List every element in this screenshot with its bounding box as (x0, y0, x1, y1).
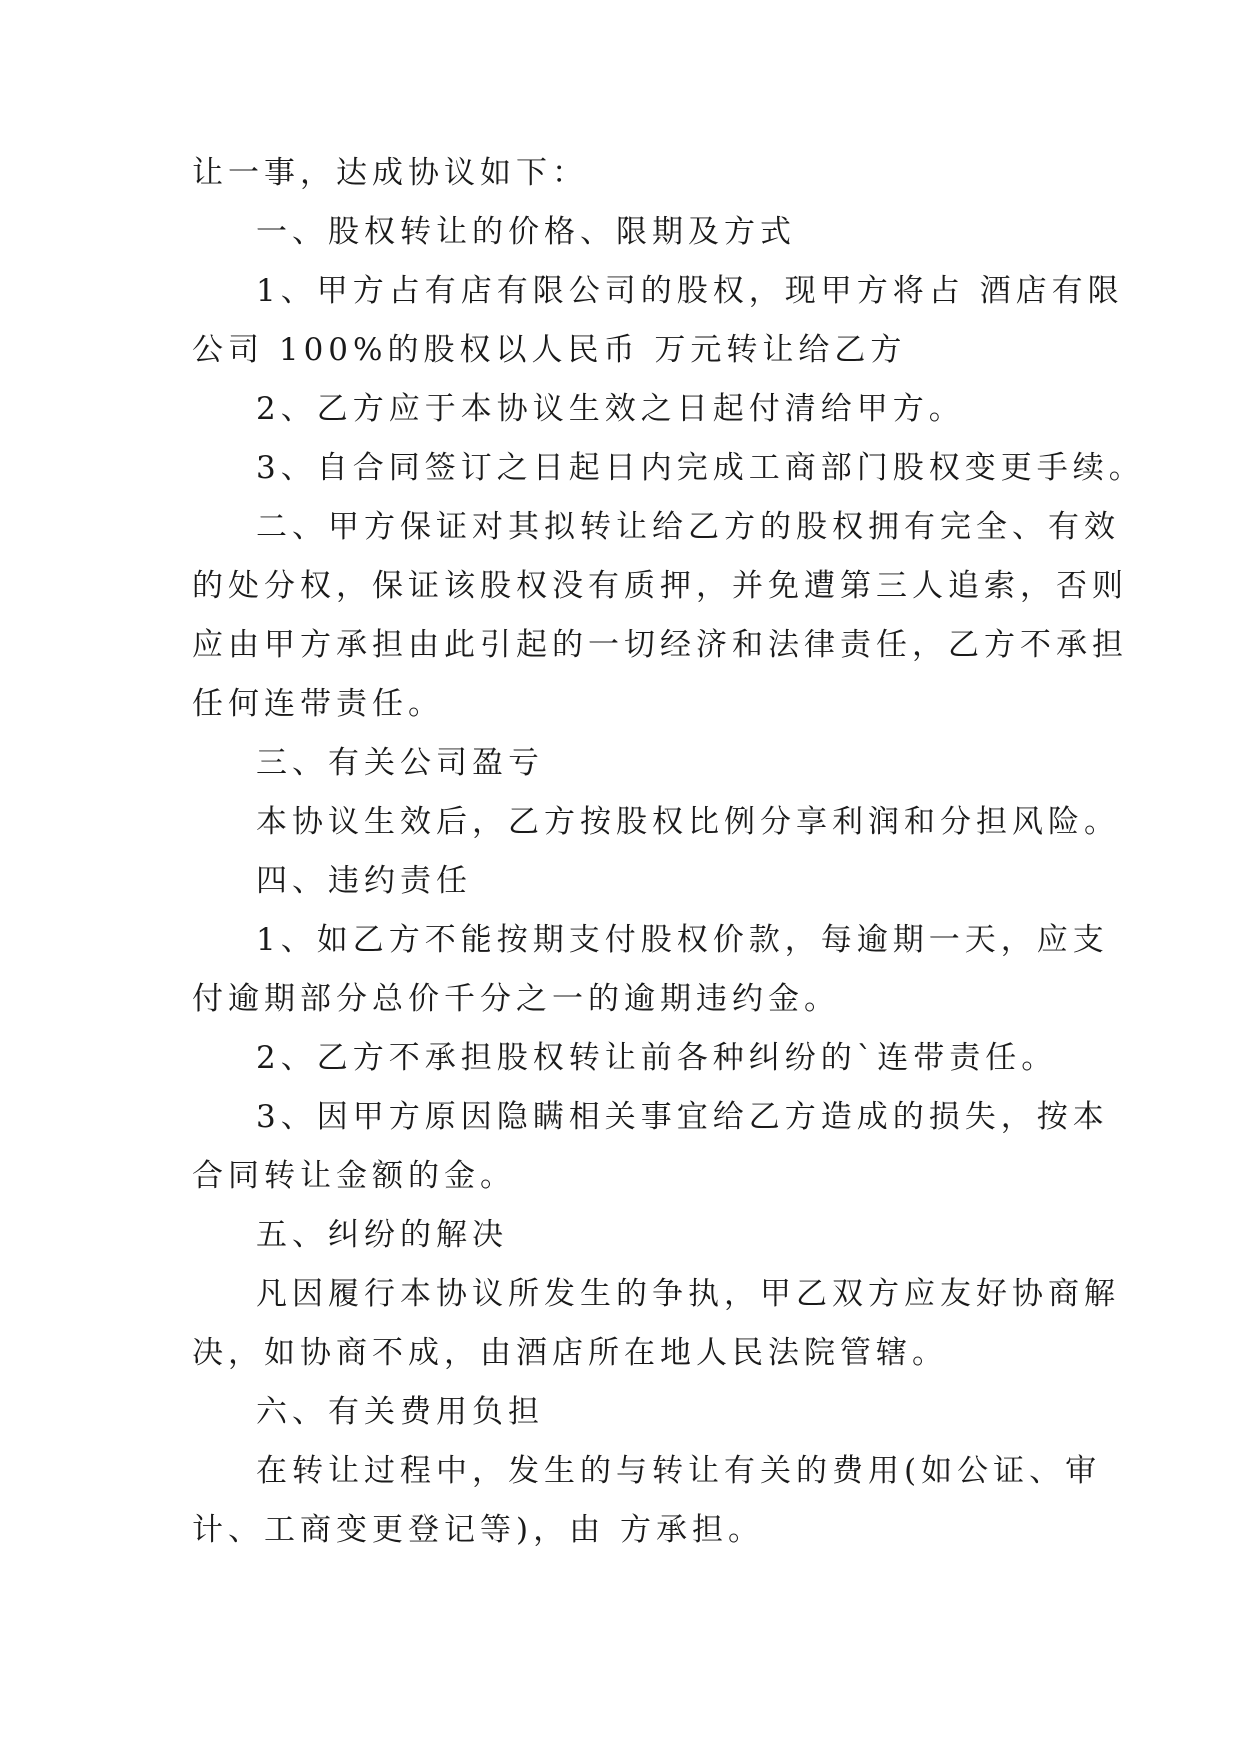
section-heading: 一、股权转让的价格、限期及方式 (256, 214, 796, 250)
text-line: 2、乙方应于本协议生效之日起付清给甲方。 (256, 391, 965, 427)
text-line: 合同转让金额的金。 (192, 1158, 516, 1194)
text-line: 1、甲方占有店有限公司的股权，现甲方将占 酒店有限 (256, 273, 1124, 309)
text-line: 让一事，达成协议如下： (192, 155, 588, 191)
text-line: 3、自合同签订之日起日内完成工商部门股权变更手续。 (256, 450, 1145, 486)
section-heading: 六、有关费用负担 (256, 1394, 544, 1430)
section-heading: 三、有关公司盈亏 (256, 745, 544, 781)
text-line: 任何连带责任。 (192, 686, 444, 722)
text-line: 3、因甲方原因隐瞒相关事宜给乙方造成的损失，按本 (256, 1099, 1109, 1135)
text-line: 本协议生效后，乙方按股权比例分享利润和分担风险。 (256, 804, 1120, 840)
text-line: 应由甲方承担由此引起的一切经济和法律责任，乙方不承担 (192, 627, 1128, 663)
text-line: 二、甲方保证对其拟转让给乙方的股权拥有完全、有效 (256, 509, 1120, 545)
text-line: 的处分权，保证该股权没有质押，并免遭第三人追索，否则 (192, 568, 1128, 604)
text-line: 在转让过程中，发生的与转让有关的费用(如公证、审 (256, 1453, 1102, 1489)
text-line: 决，如协商不成，由酒店所在地人民法院管辖。 (192, 1335, 948, 1371)
section-heading: 四、违约责任 (256, 863, 472, 899)
text-line: 2、乙方不承担股权转让前各种纠纷的`连带责任。 (256, 1040, 1058, 1076)
text-line: 付逾期部分总价千分之一的逾期违约金。 (192, 981, 840, 1017)
text-line: 1、如乙方不能按期支付股权价款，每逾期一天，应支 (256, 922, 1109, 958)
section-heading: 五、纠纷的解决 (256, 1217, 508, 1253)
text-line: 计、工商变更登记等)，由 方承担。 (192, 1512, 764, 1548)
text-line: 凡因履行本协议所发生的争执，甲乙双方应友好协商解 (256, 1276, 1120, 1312)
text-line: 公司 100%的股权以人民币 万元转让给乙方 (192, 332, 907, 368)
